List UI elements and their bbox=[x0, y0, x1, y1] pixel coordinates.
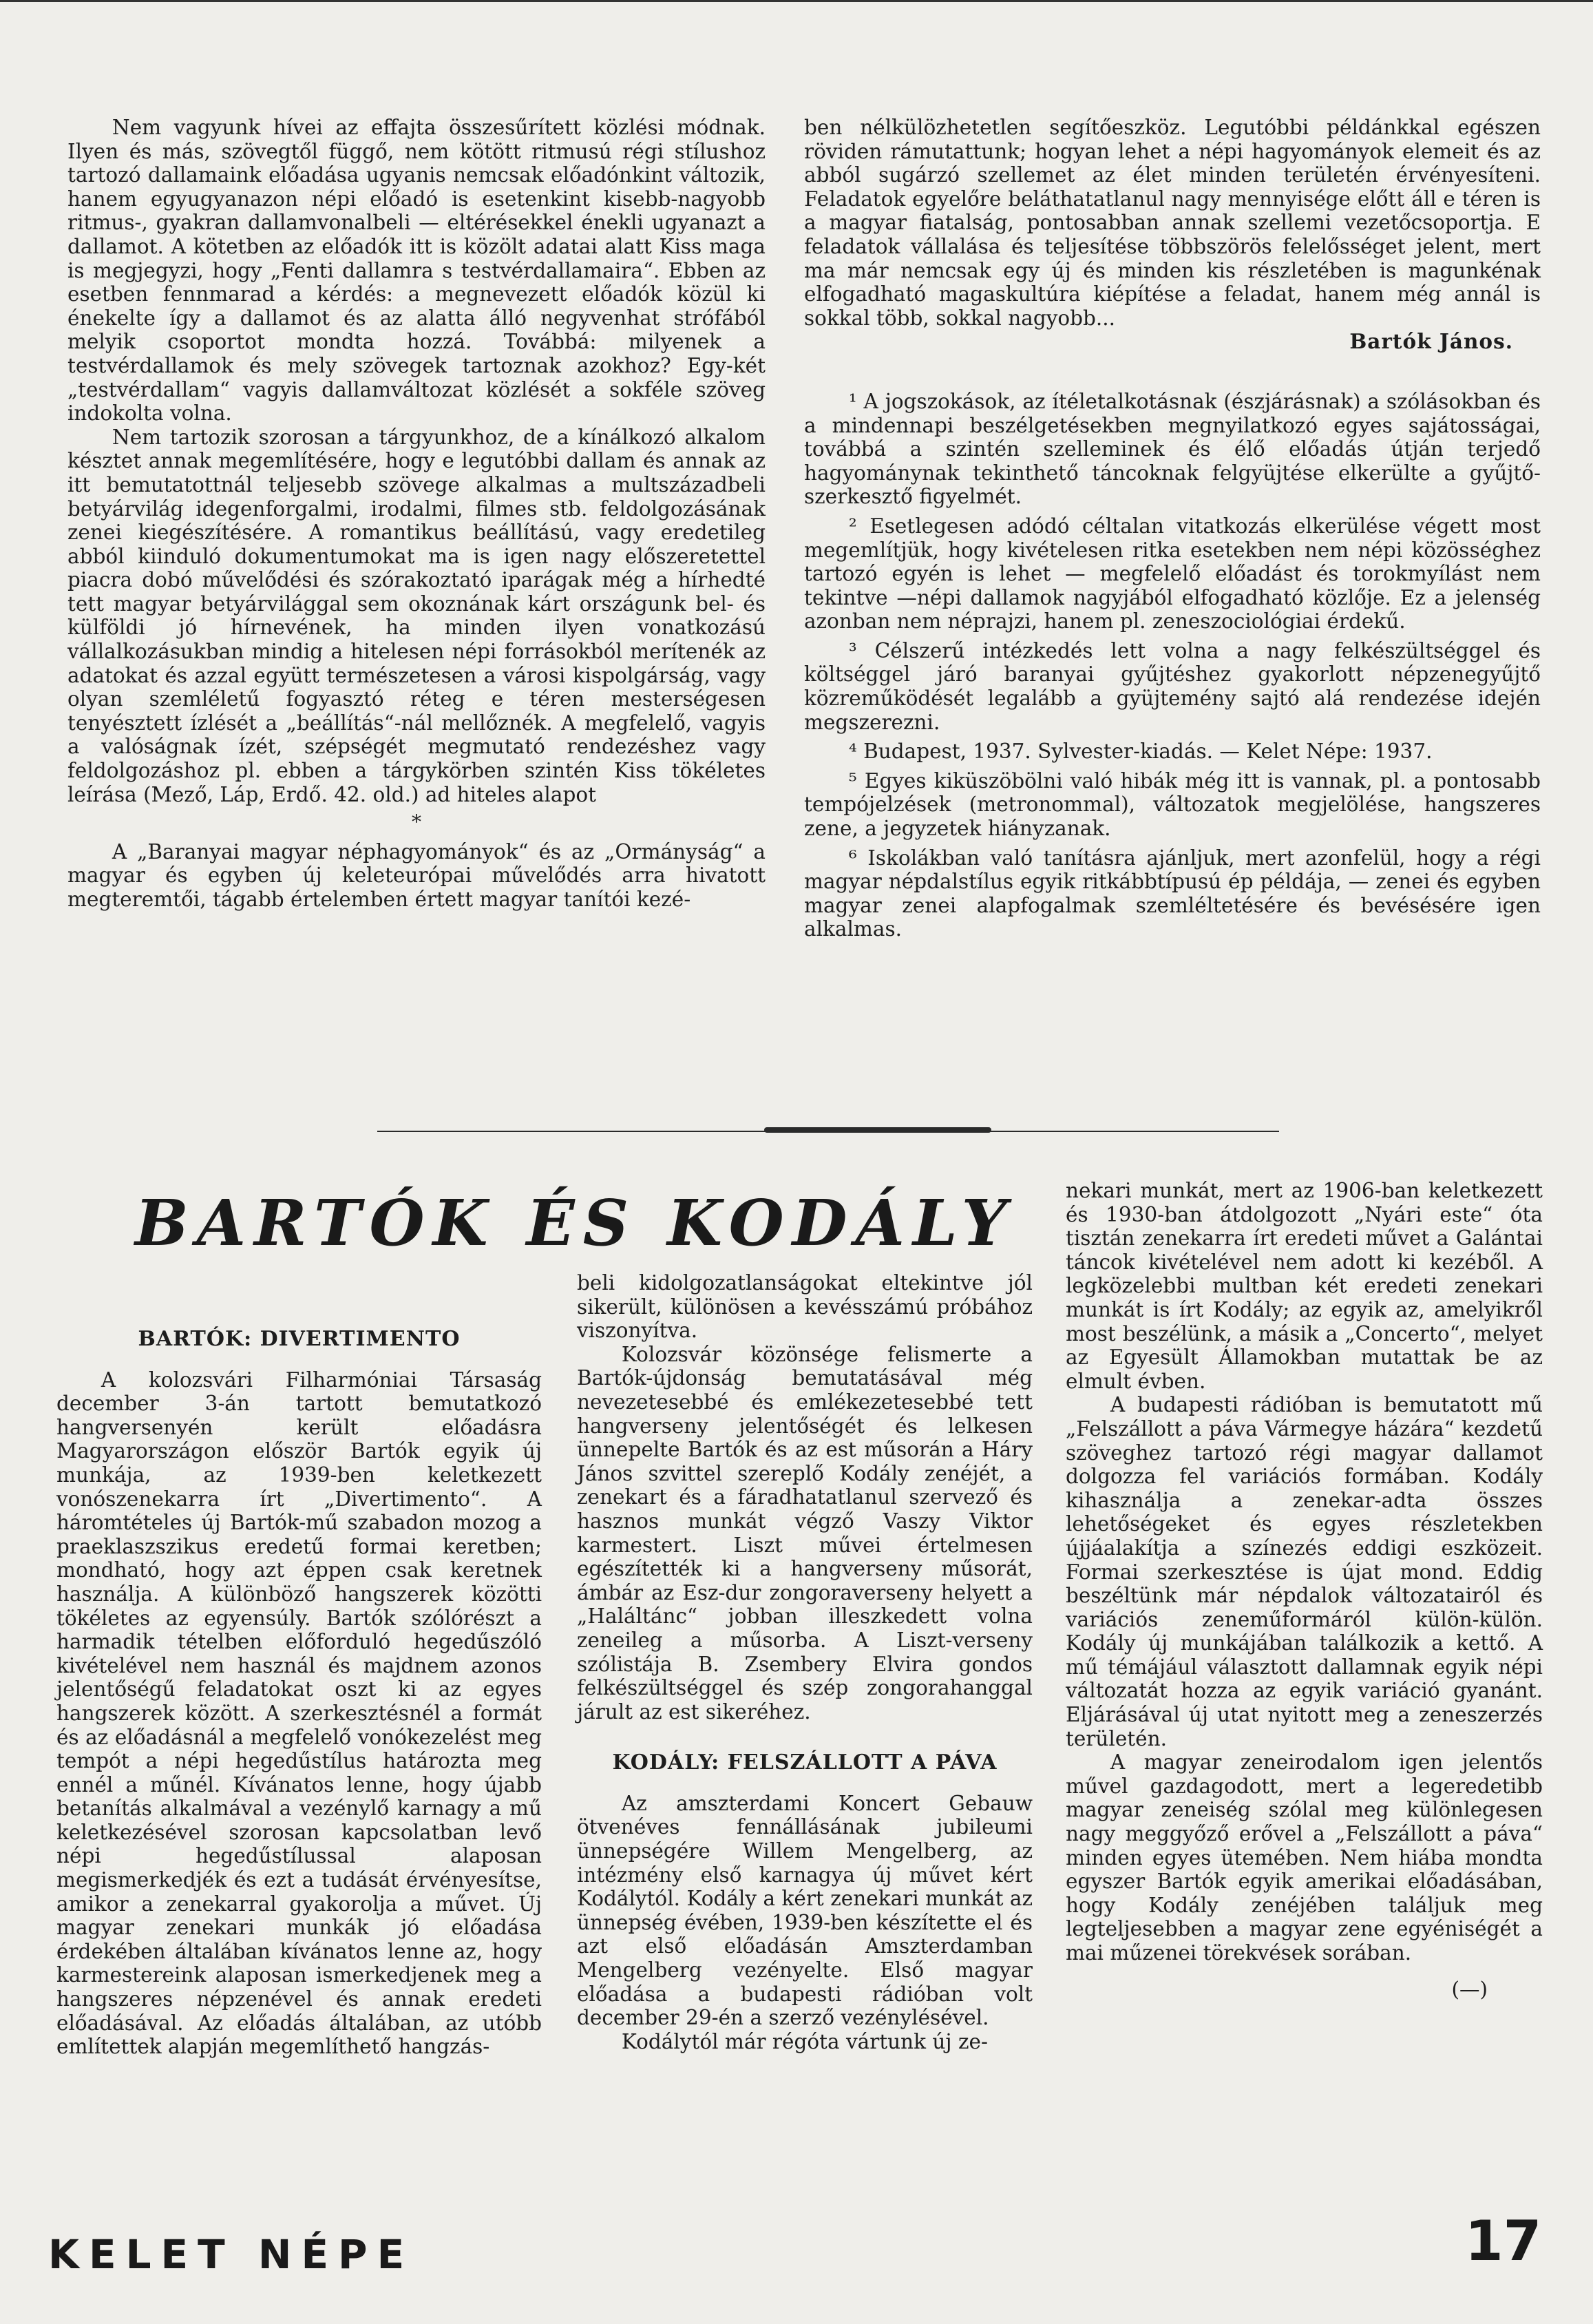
top-left-column bbox=[67, 116, 766, 912]
paragraph: ben nélkülözhetetlen segítőeszköz. Legutóbbi példánkkal egészen röviden rámutattunk; hogyan lehet a népi hagyományok elemeit és az abból sugárzó szellemet az élet minden területén érvényesíteni. Feladatok egyelőre beláthatatlanul nagy mennyisége előtt áll e téren is a magyar fiatalság, pontosabban annak szellemi vezetőcsoportja. E feladatok vállalása és teljesítése többszörös felelősséget jelent, mert ma már nemcsak egy új és minden kis részletében is magunkénak elfogadható magaskultúra kiépítése a feladat, hanem még annál is sokkal több, sokkal nagyobb... bbox=[804, 116, 1541, 330]
paragraph: Kolozsvár közönsége felismerte a Bartók-újdonság bemutatásával még nevezetesebbé és emlékezetesebbé tett hangverseny jelentőségét és lelkesen ünnepelte Bartók és az est műsorán a Háry János szvittel szereplő Kodály zenéjét, a zenekart és a fáradhatatlanul szervező és hasznos munkát végző Vaszy Viktor karmestert. Liszt művei értelmesen egészítették ki a hangverseny műsorát, ámbár az Esz-dur zongoraverseny helyett a „Haláltánc“ jobban illeszkedett volna zeneileg a műsorba. A Liszt-verseny szólistája B. Zsembery Elvira gondos felkészültséggel és szép zongorahanggal járult az est sikeréhez. bbox=[577, 1342, 1033, 1724]
paragraph: Kodálytól már régóta vártunk új ze- bbox=[621, 2029, 988, 2053]
paragraph: Nem vagyunk hívei az effajta összesűrített közlési módnak. Ilyen és más, szövegtől függő, nem kötött ritmusú régi stílushoz tartozó dallamaink előadása ugyanis nemcsak előadónkint változik, hanem egyugyanazon népi előadó is esetenkint kisebb-nagyobb ritmus-, gyakran dallamvonalbeli — eltérésekkel énekli ugyanazt a dallamot. A kötetben az előadók itt is közölt adatai alatt Kiss maga is megjegyzi, hogy „Fenti dallamra s testvérdallamaira“. Ebben az esetben fennmarad a kérdés: a megnevezett előadók közül ki énekelte így a dallamot és az alatta álló negyvenhat strófából melyik csoportot mondta hozzá. Továbbá: milyenek a testvérdallamok és mely szövegek tartoznak azokhoz? Egy-két „testvérdallam“ vagyis dallamváltozat közlését a sokféle szöveg indokolta volna. bbox=[67, 116, 766, 426]
author-signature: Bartók János. bbox=[1349, 329, 1513, 354]
paragraph: A magyar zeneirodalom igen jelentős művel gazdagodott, mert a legeredetibb magyar zeneiség szólal meg különlegesen nagy meggyőző erővel a „Felszállott a páva“ minden egyes ütemében. Nem hiába mondta egyszer Bartók egyik amerikai előadásában, hogy Kodály zenéjében találjuk meg legteljesebben a magyar zene egyéniségét a mai műzenei törekvések sorában. bbox=[1066, 1750, 1543, 1965]
paragraph: Nem tartozik szorosan a tárgyunkhoz, de a kínálkozó alkalom késztet annak megemlítésére, hogy e legutóbbi dallam és annak az itt bemutatottnál teljesebb szövege alkalmas a multszázadbeli betyárvilág idegenforgalmi, irodalmi, filmes stb. feldolgozásának zenei kiegészítésére. A romantikus beállítású, vagy eredetileg abból kiinduló dokumentumokat ma is igen nagy előszeretettel piacra dobó művelődési és szórakoztató iparágak még a hírhedté tett magyar betyárvilággal sem okoznának kárt országunk bel- és külföldi jó hírnevének, ha minden ilyen vonatkozású vállalkozásukban mindig a hitelesen népi forrásokból merítenék az adatokat és azzal együtt természetesen a városi kispolgárság, vagy olyan szemléletű fogyasztó réteg e téren mesterségesen tenyésztett ízlését a „beállítás“-nál mellőznék. A megfelelő, vagyis a valóságnak ízét, szépségét megmutató rendezéshez vagy feldolgozáshoz pl. ebben a tárgykörben szintén Kiss tökéletes leírása (Mező, Láp, Erdő. 42. old.) ad hiteles alapot bbox=[67, 425, 766, 806]
top-border-line bbox=[0, 0, 1593, 2]
subheading-divertimento: BARTÓK: DIVERTIMENTO bbox=[138, 1327, 461, 1351]
paragraph: nekari munkát, mert az 1906-ban keletkezett és 1930-ban átdolgozott „Nyári este“ óta tisztán zenekarra írt eredeti művet a Galántai táncok kivételével nem adott ki kezéből. A legközelebbi multban két eredeti zenekari munkát is írt Kodály; az egyik az, amelyikről most beszélünk, a másik a „Concerto“, melyet az Egyesült Államokban mutattak be az elmult évben. bbox=[1066, 1179, 1543, 1393]
paragraph: A kolozsvári Filharmóniai Társaság december 3-án tartott bemutatkozó hangversenyén került előadásra Magyarországon először Bartók egyik új munkája, az 1939-ben keletkezett vonószenekarra írt „Divertimento“. A háromtételes új Bartók-mű szabadon mozog a praeklaszszikus eredetű formai keretben; mondható, hogy azt éppen csak keretnek használja. A különböző hangszerek közötti tökéletes az egyensúly. Bartók szólórészt a harmadik tételben előforduló hegedűszóló kivételével nem használ és majdnem azonos jelentőségű feladatokat oszt ki az egyes hangszerek között. A szerkesztésnél a formát és az előadásnál a megfelelő vonókezelést meg tempót a népi hegedűstílus határozta meg ennél a műnél. Kívánatos lenne, hogy újabb betanítás alkalmával a vezénylő karnagy a mű keletkezésével szorosan kapcsolatban levő népi hegedűstílussal alaposan megismerkedjék és ezt a tudását érvényesítse, amikor a zenekarral gyakorolja a művet. Új magyar zenekari munkák jó előadása érdekében általában kívánatos lenne az, hogy karmestereink alaposan ismerkedjenek meg a hangszeres népzenével és annak eredeti előadásával. Az előadás általában, az utóbb említettek alapján megemlíthető hangzás- bbox=[56, 1368, 542, 2059]
article-column-2 bbox=[577, 1271, 1033, 2053]
paragraph: Az amszterdami Koncert Gebauw ötvenéves fennállásának jubileumi ünnepségére Willem Mengelberg, az intézmény első karnagya új művet kért Kodálytól. Kodály a kért zenekari munkát az ünnepség évében, 1939-ben készítette el és azt első előadásán Amszterdamban Mengelberg vezényelte. Első magyar előadása a budapesti rádióban volt december 29-én a szerző vezénylésével. bbox=[577, 1791, 1033, 2030]
article-headline: BARTÓK ÉS KODÁLY bbox=[135, 1186, 1015, 1260]
footnote-6: ⁶ Iskolákban való tanításra ajánljuk, mert azonfelül, hogy a régi magyar népdalstílus egyik ritkábbtípusú ép példája, — zenei és egyben magyar zenei alapfogalmak szemléltetésére és bevésésére igen alkalmas. bbox=[804, 846, 1541, 941]
article-end-mark: (—) bbox=[1451, 1977, 1488, 2001]
paragraph: A budapesti rádióban is bemutatott mű „Felszállott a páva Vármegye házára“ kezdetű szöveghez tartozó régi magyar dallamot dolgozza fel variációs formában. Kodály kihasználja a zenekar-adta összes lehetőségeket és egyes részletekben újjáalakítja a színezés eddigi eszközeit. Formai szerkesztése is újat mond. Eddig beszéltünk már népdalok változatairól és variációs zeneműformáról külön-külön. Kodály új munkájában találkozik a kettő. A mű témájául választott dallamnak egyik népi változatát hozza az egyik variáció gyanánt. Eljárásával új utat nyitott meg a zeneszerzés területén. bbox=[1066, 1393, 1543, 1750]
footnote-4: ⁴ Budapest, 1937. Sylvester-kiadás. — Kelet Népe: 1937. bbox=[848, 740, 1433, 764]
article-column-1 bbox=[56, 1328, 542, 2059]
publication-name: KELET NÉPE bbox=[48, 2231, 414, 2278]
footnote-5: ⁵ Egyes kiküszöbölni való hibák még itt is vannak, pl. a pontosabb tempójelzések (metronommal), változatok megjelölése, hangszeres zene, a jegyzetek hiányzanak. bbox=[804, 768, 1541, 841]
article-column-3 bbox=[1066, 1179, 1543, 2001]
footnote-3: ³ Célszerű intézkedés lett volna a nagy felkészültséggel és költséggel járó baranyai gyűjtéshez gyakorlott népzenegyűjtő közreműködését legalább a gyüjtemény sajtó alá rendezése idején megszerezni. bbox=[804, 638, 1541, 734]
section-divider-ornament bbox=[764, 1127, 991, 1133]
paragraph: beli kidolgozatlanságokat eltekintve jól sikerült, különösen a kevésszámú próbához viszonyítva. bbox=[577, 1271, 1033, 1343]
page-number: 17 bbox=[1465, 2209, 1542, 2273]
top-right-column bbox=[804, 116, 1541, 947]
footnote-1: ¹ A jogszokások, az ítéletalkotásnak (észjárásnak) a szólásokban és a mindennapi beszélgetésekben megnyilatkozó egyes sajátosságai, továbbá a szintén szelleminek és élő előadás útján terjedő hagyománynak tekinthető táncoknak felgyüjtése elkerülte a gyűjtő-szerkesztő figyelmét. bbox=[804, 389, 1541, 509]
subheading-felszallott-a-pava: KODÁLY: FELSZÁLLOTT A PÁVA bbox=[612, 1750, 998, 1775]
section-separator-star: * bbox=[412, 810, 421, 834]
footnote-2: ² Esetlegesen adódó céltalan vitatkozás elkerülése végett most megemlítjük, hogy kivételesen ritka esetekben nem népi közösséghez tartozó egyén is lehet — megfelelő előadást és torokmyílást nem tekintve —népi dallamok nagyjából elfogadható közlője. Ez a jelenség azonban nem néprajzi, hanem pl. zeneszociológiai érdekű. bbox=[804, 514, 1541, 634]
paragraph: A „Baranyai magyar néphagyományok“ és az „Ormányság“ a magyar és egyben új keleteurópai művelődés arra hivatott megteremtői, tágabb értelemben értett magyar tanítói kezé- bbox=[67, 839, 766, 911]
